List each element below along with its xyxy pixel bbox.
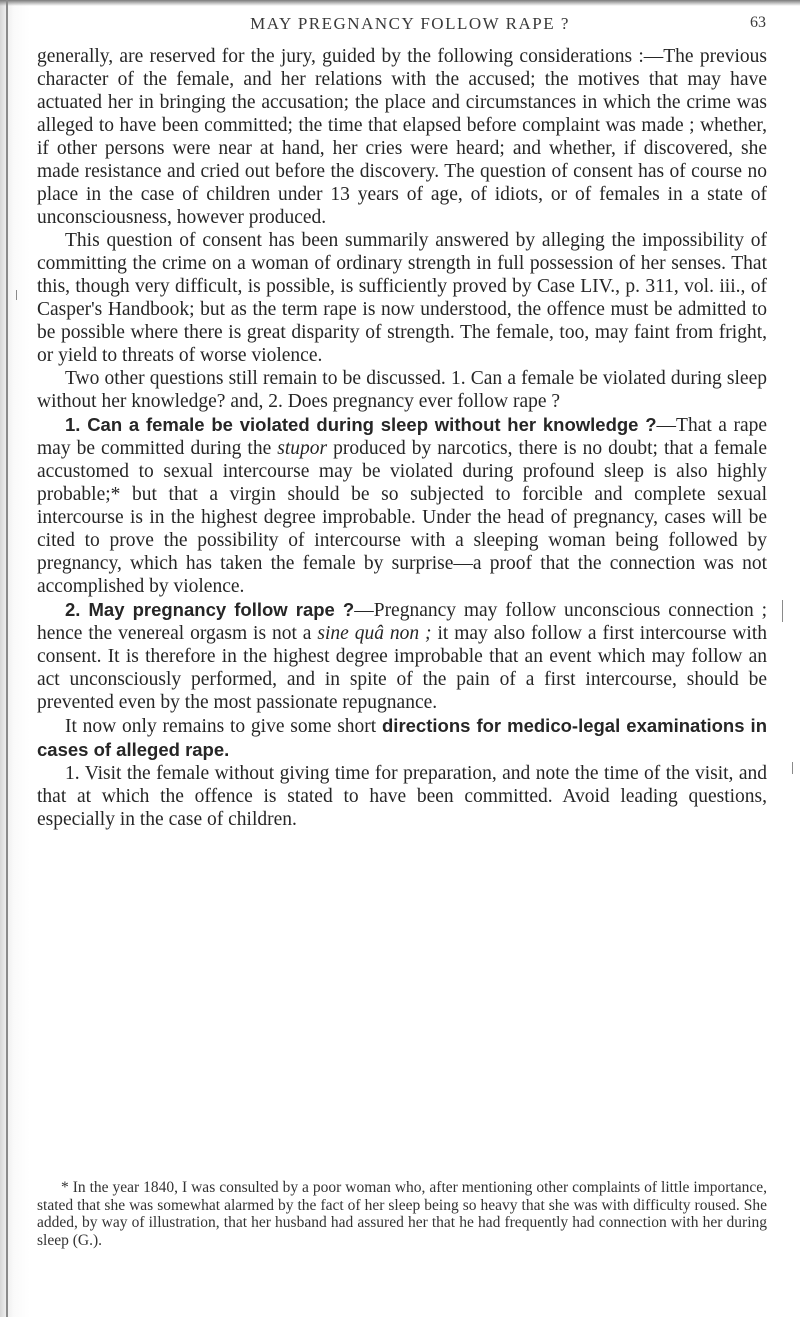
paragraph: Two other questions still remain to be discussed. 1. Can a female be violated during sleep without her knowledge? and, 2. Does pregnancy ever follow rape ? [37, 368, 767, 412]
section-heading: 2. May pregnancy follow rape ? [65, 599, 355, 620]
book-spine-edge [6, 0, 8, 1317]
top-edge-shadow [0, 0, 800, 6]
paragraph [37, 413, 767, 598]
page-number: 63 [750, 14, 766, 31]
section-heading: directions for medico-legal examinations in cases of alleged rape. [37, 715, 767, 760]
paragraph-text: it may also follow a first intercourse with consent. It is therefore in the highest degree improbable that an event which may follow an act unconsciously performed, and in spite of the pain of a first intercourse, should be prevented even by the most passionate repugnance. [37, 623, 768, 713]
footnote-text: * In the year 1840, I was consulted by a poor woman who, after mentioning other complaints of little importance, stated that she was somewhat alarmed by the fact of her sleep being so heavy that she was with difficulty roused. She added, by way of illustration, that her husband had assured her that he had frequently had connection with her during sleep (G.). [37, 1179, 767, 1249]
italic-text: stupor [277, 438, 328, 459]
italic-text: sine quâ non ; [317, 623, 432, 644]
paragraph: 1. Visit the female without giving time for preparation, and note the time of the visit, and that at which the offence is stated to have been committed. Avoid leading questions, especially in the case of children. [37, 763, 767, 830]
paragraph: This question of consent has been summarily answered by alleging the impossibility of committing the crime on a woman of ordinary strength in full possession of her senses. That this, though very difficult, is possible, is sufficiently proved by Case LIV., p. 311, vol. iii., of Casper's Handbook; but as the term rape is now understood, the offence must be admitted to be possible where there is great disparity of strength. The female, too, may faint from fright, or yield to threats of worse violence. [37, 230, 767, 366]
paragraph [37, 598, 767, 714]
paragraph-text: produced by narcotics, there is no doubt; that a female accustomed to sexual intercourse may be violated during profound sleep is also highly probable;* but that a virgin should be so subjected to forcible and complete sexual intercourse is in the highest degree improbable. Under the head of pregnancy, cases will be cited to prove the possibility of intercourse with a sleeping woman being followed by pregnancy, which has taken the female by surprise—a proof that the connection was not accomplished by violence. [37, 438, 767, 597]
paragraph-text: —That a rape may be committed during the [37, 415, 767, 459]
paragraph [37, 714, 767, 762]
footnote [37, 1179, 767, 1249]
running-title: MAY PREGNANCY FOLLOW RAPE ? [250, 14, 570, 33]
paragraph-text: It now only remains to give some short [65, 716, 382, 737]
paragraph: generally, are reserved for the jury, guided by the following considerations :—The previous character of the female, and her relations with the accused; the motives that may have actuated her in bringing the accusation; the place and circumstances in which the crime was alleged to have been committed; the time that elapsed before complaint was made ; whether, if other persons were near at hand, her cries were heard; and whether, if discovered, she made resistance and cried out before the discovery. The question of consent has of course no place in the case of children under 13 years of age, of idiots, or of females in a state of unconsciousness, however produced. [37, 46, 767, 228]
margin-mark [782, 600, 783, 622]
section-heading: 1. Can a female be violated during sleep without her knowledge ? [65, 414, 657, 435]
body-text [37, 45, 767, 831]
margin-mark [16, 290, 17, 300]
margin-mark [792, 762, 793, 774]
paragraph-text: —Pregnancy may follow unconscious connection ; hence the venereal orgasm is not a [37, 600, 767, 644]
page-header [40, 14, 780, 44]
